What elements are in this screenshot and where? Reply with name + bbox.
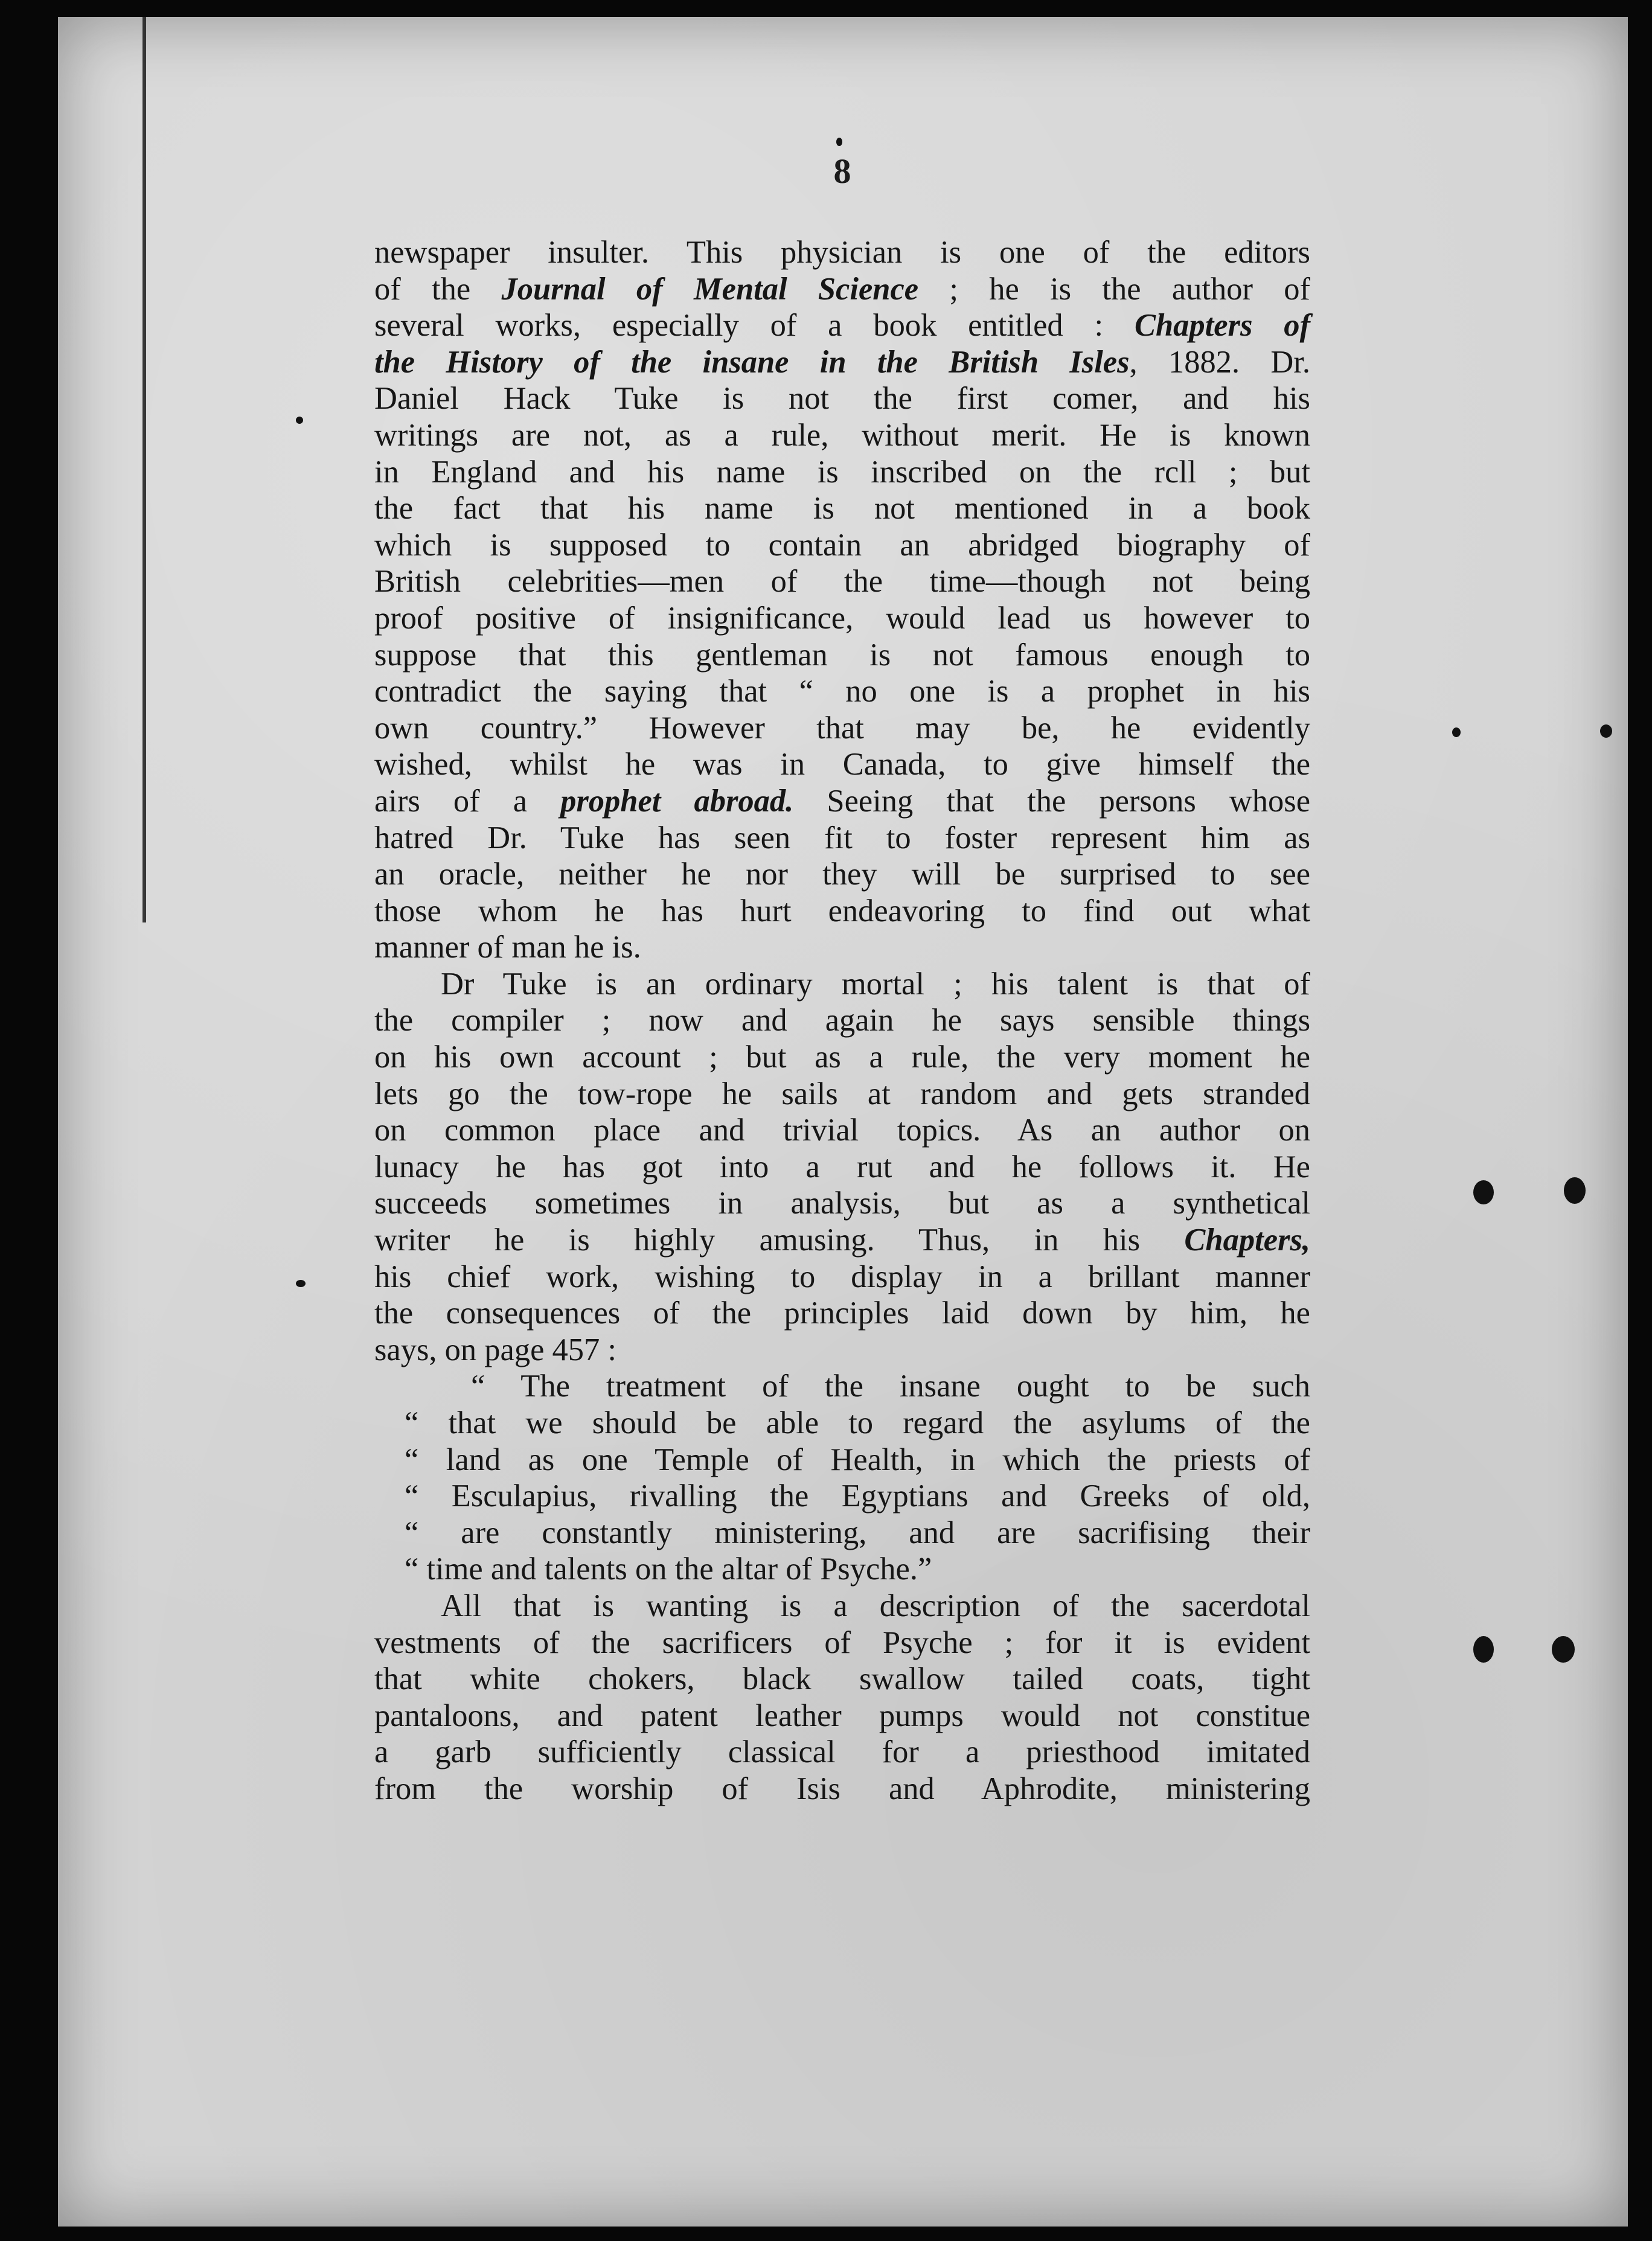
paragraph-3 xyxy=(374,1588,1310,1808)
book-title: Chapters, xyxy=(1184,1223,1310,1258)
scan-speck xyxy=(1473,1180,1494,1204)
text-line: his chief work, wishing to display in a brillant manner xyxy=(374,1259,1310,1294)
text-line: on his own account ; but as a rule, the very moment he xyxy=(374,1040,1310,1075)
text-line: hatred Dr. Tuke has seen fit to foster represent him as xyxy=(374,820,1310,855)
text-line: lets go the tow-rope he sails at random and gets stranded xyxy=(374,1076,1310,1111)
text-line: in England and his name is inscribed on the rcll ; but xyxy=(374,454,1310,490)
scan-speck xyxy=(1552,1636,1575,1663)
text-line: wished, whilst he was in Canada, to give himself the xyxy=(374,747,1310,782)
text-line: manner of man he is. xyxy=(374,930,641,965)
scan-speck xyxy=(1473,1636,1494,1663)
text-line xyxy=(374,783,1310,820)
text-line: proof positive of insignificance, would lead us however to xyxy=(374,600,1310,636)
book-title: Chapters of xyxy=(1134,308,1310,344)
text-run: , 1882. Dr. xyxy=(1129,344,1310,380)
scan-speck xyxy=(296,1280,306,1287)
text-line: Daniel Hack Tuke is not the first comer, and his xyxy=(374,381,1310,417)
text-line: suppose that this gentleman is not famous enough to xyxy=(374,637,1310,673)
body-text xyxy=(374,234,1310,1808)
text-line: All that is wanting is a description of the sacerdotal xyxy=(441,1588,1310,1623)
text-line: British celebrities—men of the time—though not being xyxy=(374,564,1310,599)
binding-edge-line xyxy=(142,17,146,922)
text-run: several works, especially of a book entitled : xyxy=(374,308,1135,344)
quote-line: “ Esculapius, rivalling the Egyptians and Greeks of old, xyxy=(405,1479,1310,1514)
text-line: that white chokers, black swallow tailed coats, tight xyxy=(374,1661,1310,1697)
journal-title: Journal of Mental Science xyxy=(501,271,919,307)
text-line: which is supposed to contain an abridged biography of xyxy=(374,527,1310,563)
text-line: an oracle, neither he nor they will be surprised to see xyxy=(374,857,1310,892)
text-line: pantaloons, and patent leather pumps would not constitue xyxy=(374,1698,1310,1733)
scan-speck xyxy=(1564,1177,1586,1204)
paragraph-1 xyxy=(374,234,1310,966)
text-line: newspaper insulter. This physician is one of the editors xyxy=(374,235,1310,270)
quote-line: “ that we should be able to regard the asylums of the xyxy=(405,1405,1310,1440)
text-run: writer he is highly amusing. Thus, in his xyxy=(374,1223,1185,1258)
text-line: succeeds sometimes in analysis, but as a synthetical xyxy=(374,1186,1310,1221)
text-line: own country.” However that may be, he evidently xyxy=(374,710,1310,746)
text-run: Seeing that the persons whose xyxy=(793,783,1311,819)
text-run: airs of a xyxy=(374,783,561,819)
scan-speck xyxy=(1452,727,1461,737)
text-line: the consequences of the principles laid down by him, he xyxy=(374,1296,1310,1331)
text-line: those whom he has hurt endeavoring to find out what xyxy=(374,893,1310,929)
text-line: Dr Tuke is an ordinary mortal ; his talent is that of xyxy=(441,966,1310,1002)
quote-line: “ The treatment of the insane ought to be such xyxy=(471,1369,1310,1404)
text-line: lunacy he has got into a rut and he follows it. He xyxy=(374,1149,1310,1184)
text-line xyxy=(374,344,1310,381)
text-line xyxy=(374,307,1310,344)
text-line: on common place and trivial topics. As an author on xyxy=(374,1113,1310,1148)
text-run: of the xyxy=(374,271,502,307)
page-number: 8 xyxy=(833,152,851,191)
text-line xyxy=(374,271,1310,308)
text-line: vestments of the sacrificers of Psyche ; for it is evident xyxy=(374,1625,1310,1660)
book-title: the History of the insane in the British Isles xyxy=(374,344,1130,380)
block-quote xyxy=(374,1368,1310,1588)
text-line: writings are not, as a rule, without merit. He is known xyxy=(374,417,1310,453)
text-line: a garb sufficiently classical for a priesthood imitated xyxy=(374,1734,1310,1770)
quote-line: “ are constantly ministering, and are sacrifising their xyxy=(405,1515,1310,1550)
scan-speck xyxy=(1600,724,1612,738)
text-run: ; he is the author of xyxy=(918,271,1310,307)
text-line: contradict the saying that “ no one is a prophet in his xyxy=(374,674,1310,709)
text-line: from the worship of Isis and Aphrodite, ministering xyxy=(374,1771,1310,1806)
text-line: says, on page 457 : xyxy=(374,1332,616,1367)
text-line: the compiler ; now and again he says sensible things xyxy=(374,1003,1310,1038)
text-line: the fact that his name is not mentioned in a book xyxy=(374,491,1310,526)
quote-line: “ land as one Temple of Health, in which the priests of xyxy=(405,1442,1310,1477)
emphasis: prophet abroad. xyxy=(560,783,794,819)
scan-speck xyxy=(836,138,842,146)
scan-speck xyxy=(296,417,303,424)
paragraph-2 xyxy=(374,966,1310,1369)
text-line xyxy=(374,1222,1310,1259)
quote-line: “ time and talents on the altar of Psyche.” xyxy=(405,1552,932,1587)
